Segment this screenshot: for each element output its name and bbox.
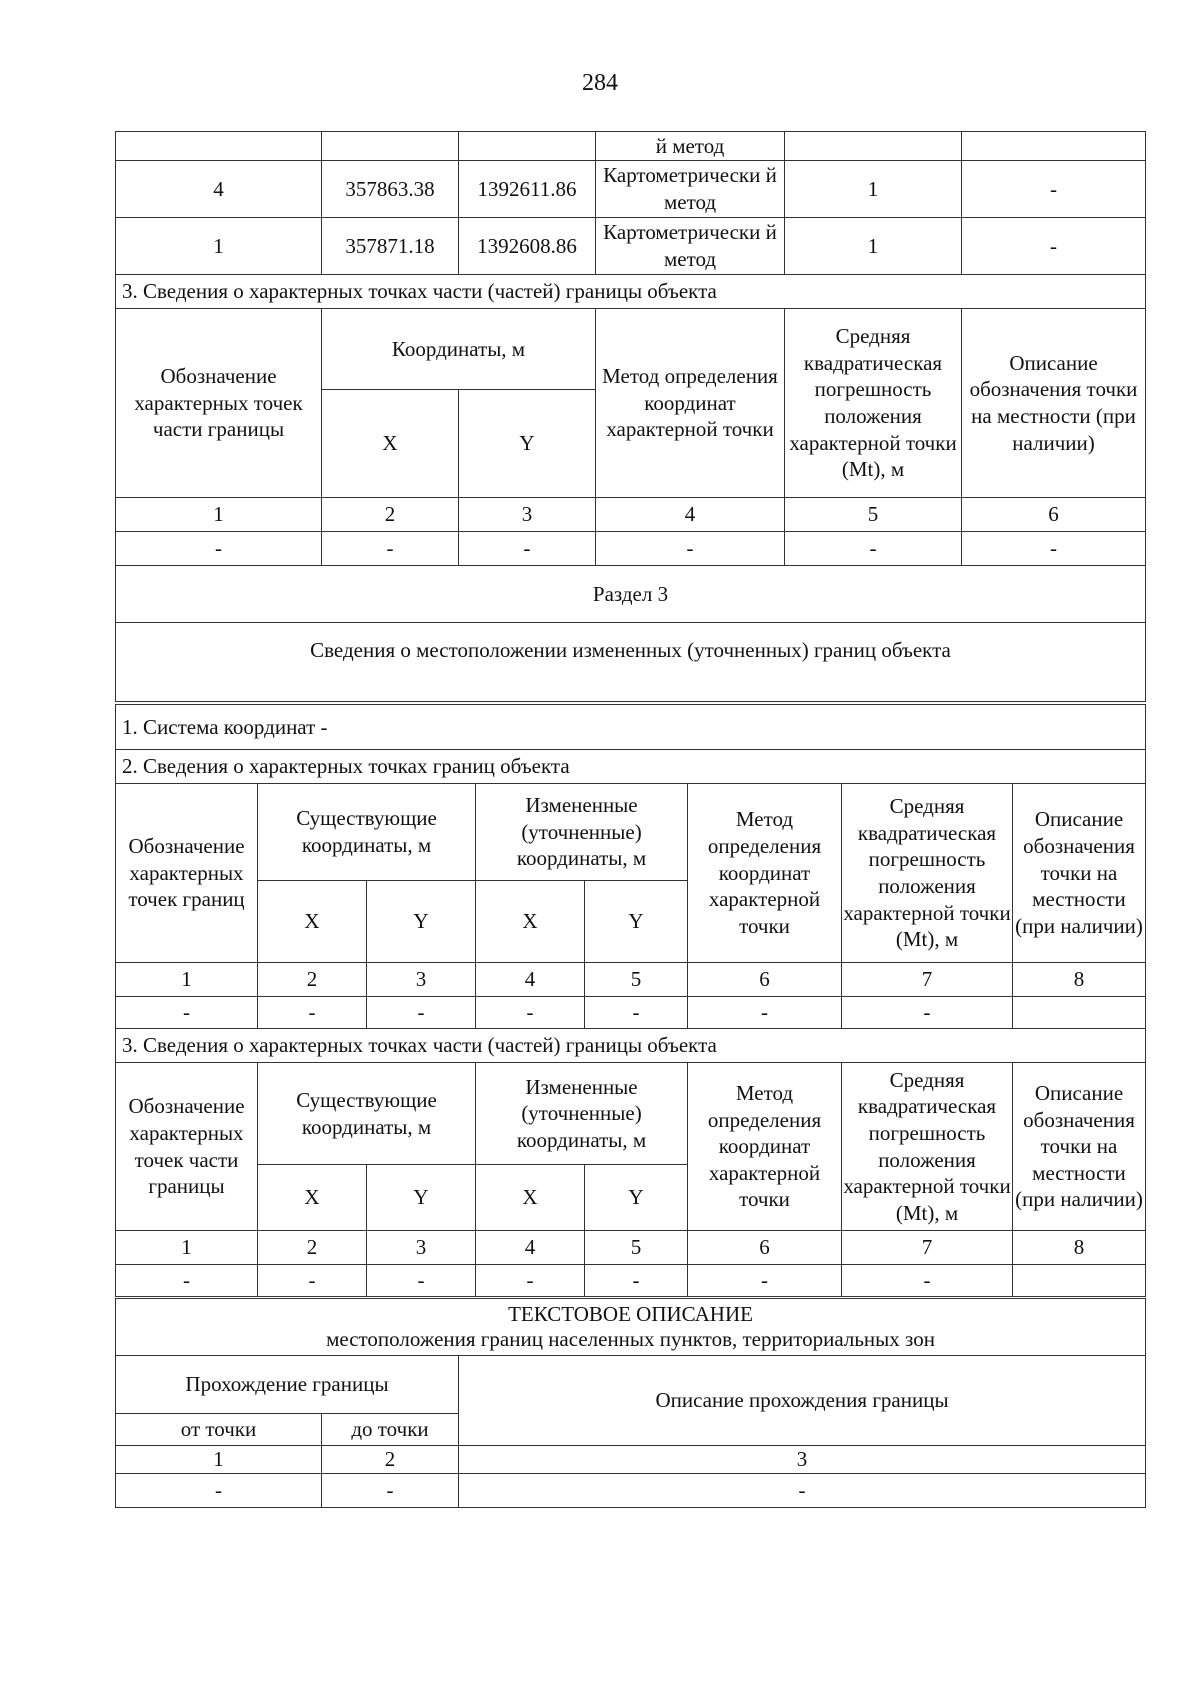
header-row bbox=[116, 1356, 1146, 1414]
header-y: Y bbox=[585, 881, 688, 963]
header-existing-coordinates: Существующие координаты, м bbox=[258, 784, 476, 881]
header-row bbox=[116, 784, 1146, 881]
cell bbox=[459, 132, 596, 161]
cell: - bbox=[688, 997, 842, 1029]
header-y: Y bbox=[585, 1165, 688, 1231]
header-row bbox=[116, 1063, 1146, 1165]
table-row bbox=[116, 161, 1146, 218]
section-label: Раздел 3 bbox=[116, 566, 1146, 623]
cell: 3 bbox=[459, 1446, 1146, 1474]
table-row bbox=[116, 1299, 1146, 1356]
text-description-table bbox=[115, 1298, 1146, 1508]
cell: - bbox=[116, 532, 322, 566]
table-row bbox=[116, 1029, 1146, 1063]
header-x: X bbox=[322, 390, 459, 498]
cell: 1 bbox=[116, 498, 322, 532]
section-title: Сведения о местоположении измененных (уточненных) границ объекта bbox=[116, 623, 1146, 702]
header-description: Описание обозначения точки на местности (при наличии) bbox=[1013, 1063, 1146, 1231]
cell: 1392608.86 bbox=[459, 218, 596, 275]
cell: й метод bbox=[596, 132, 785, 161]
cell: 357863.38 bbox=[322, 161, 459, 218]
cell: 3 bbox=[367, 1231, 476, 1265]
cell: 1 bbox=[116, 963, 258, 997]
header-x: X bbox=[476, 1165, 585, 1231]
header-designation: Обозначение характерных точек части границы bbox=[116, 1063, 258, 1231]
table-row bbox=[116, 1474, 1146, 1508]
cell bbox=[1013, 997, 1146, 1029]
cell: 5 bbox=[785, 498, 962, 532]
cell: 5 bbox=[585, 1231, 688, 1265]
table-row bbox=[116, 623, 1146, 702]
cell: - bbox=[459, 1474, 1146, 1508]
header-from-point: от точки bbox=[116, 1414, 322, 1446]
part-heading: 3. Сведения о характерных точках части (частей) границы объекта bbox=[116, 1029, 1146, 1063]
cell bbox=[116, 132, 322, 161]
table-row bbox=[116, 705, 1146, 750]
cell: - bbox=[322, 1474, 459, 1508]
cell: 4 bbox=[476, 1231, 585, 1265]
text-description-title: ТЕКСТОВОЕ ОПИСАНИЕ bbox=[508, 1301, 753, 1326]
cell: 1 bbox=[785, 161, 962, 218]
cell: 1 bbox=[116, 1446, 322, 1474]
header-method: Метод определения координат характерной точки bbox=[688, 1063, 842, 1231]
cell: 6 bbox=[688, 963, 842, 997]
table-row bbox=[116, 566, 1146, 623]
cell: - bbox=[258, 997, 367, 1029]
cell: - bbox=[367, 1265, 476, 1297]
header-y: Y bbox=[367, 1165, 476, 1231]
cell: 6 bbox=[962, 498, 1146, 532]
cell: - bbox=[116, 997, 258, 1029]
header-designation: Обозначение характерных точек границ bbox=[116, 784, 258, 963]
table-row bbox=[116, 218, 1146, 275]
table-row bbox=[116, 997, 1146, 1029]
cell: 4 bbox=[596, 498, 785, 532]
header-passage: Прохождение границы bbox=[116, 1356, 459, 1414]
cell: 2 bbox=[322, 498, 459, 532]
changed-boundaries-table bbox=[115, 704, 1146, 1297]
header-error: Средняя квадратическая погрешность положения характерной точки (Mt), м bbox=[842, 1063, 1013, 1231]
part-heading: 3. Сведения о характерных точках части (частей) границы объекта bbox=[116, 275, 1146, 309]
cell: 8 bbox=[1013, 1231, 1146, 1265]
cell: 4 bbox=[476, 963, 585, 997]
text-description-header bbox=[116, 1299, 1146, 1356]
cell: 4 bbox=[116, 161, 322, 218]
cell: - bbox=[459, 532, 596, 566]
cell: - bbox=[116, 1474, 322, 1508]
header-passage-description: Описание прохождения границы bbox=[459, 1356, 1146, 1446]
cell: 1 bbox=[116, 218, 322, 275]
header-method: Метод определения координат характерной точки bbox=[688, 784, 842, 963]
table-row bbox=[116, 1265, 1146, 1297]
cell: - bbox=[585, 1265, 688, 1297]
text-description-subtitle: местоположения границ населенных пунктов, территориальных зон bbox=[326, 1327, 935, 1351]
header-x: X bbox=[258, 881, 367, 963]
cell: 8 bbox=[1013, 963, 1146, 997]
cell: 2 bbox=[258, 963, 367, 997]
cell: Картометрически й метод bbox=[596, 161, 785, 218]
column-number-row bbox=[116, 498, 1146, 532]
header-coordinates: Координаты, м bbox=[322, 309, 596, 390]
table-row bbox=[116, 532, 1146, 566]
header-to-point: до точки bbox=[322, 1414, 459, 1446]
header-method: Метод определения координат характерной точки bbox=[596, 309, 785, 498]
table-row bbox=[116, 275, 1146, 309]
header-row bbox=[116, 309, 1146, 390]
header-description: Описание обозначения точки на местности (при наличии) bbox=[962, 309, 1146, 498]
header-error: Средняя квадратическая погрешность положения характерной точки (Mt), м bbox=[785, 309, 962, 498]
cell: - bbox=[962, 218, 1146, 275]
header-existing-coordinates: Существующие координаты, м bbox=[258, 1063, 476, 1165]
coordinate-system: 1. Система координат - bbox=[116, 705, 1146, 750]
header-designation: Обозначение характерных точек части границы bbox=[116, 309, 322, 498]
cell: - bbox=[116, 1265, 258, 1297]
header-changed-coordinates: Измененные (уточненные) координаты, м bbox=[476, 784, 688, 881]
header-x: X bbox=[476, 881, 585, 963]
cell: 1392611.86 bbox=[459, 161, 596, 218]
header-y: Y bbox=[367, 881, 476, 963]
cell: - bbox=[585, 997, 688, 1029]
cell: - bbox=[322, 532, 459, 566]
boundary-heading: 2. Сведения о характерных точках границ объекта bbox=[116, 750, 1146, 784]
cell: 357871.18 bbox=[322, 218, 459, 275]
cell: - bbox=[962, 161, 1146, 218]
cell: 1 bbox=[785, 218, 962, 275]
cell: 3 bbox=[367, 963, 476, 997]
table-row bbox=[116, 132, 1146, 161]
coordinates-table-continued bbox=[115, 131, 1146, 702]
cell bbox=[1013, 1265, 1146, 1297]
cell: 6 bbox=[688, 1231, 842, 1265]
cell: - bbox=[688, 1265, 842, 1297]
header-y: Y bbox=[459, 390, 596, 498]
column-number-row bbox=[116, 1446, 1146, 1474]
header-description: Описание обозначения точки на местности (при наличии) bbox=[1013, 784, 1146, 963]
cell: 3 bbox=[459, 498, 596, 532]
column-number-row bbox=[116, 963, 1146, 997]
header-x: X bbox=[258, 1165, 367, 1231]
cell bbox=[322, 132, 459, 161]
cell: 2 bbox=[258, 1231, 367, 1265]
cell: - bbox=[367, 997, 476, 1029]
cell bbox=[962, 132, 1146, 161]
cell: - bbox=[785, 532, 962, 566]
cell: 5 bbox=[585, 963, 688, 997]
table-row bbox=[116, 750, 1146, 784]
header-error: Средняя квадратическая погрешность положения характерной точки (Mt), м bbox=[842, 784, 1013, 963]
cell: 2 bbox=[322, 1446, 459, 1474]
page-number: 284 bbox=[582, 70, 618, 96]
cell: - bbox=[962, 532, 1146, 566]
cell: 1 bbox=[116, 1231, 258, 1265]
column-number-row bbox=[116, 1231, 1146, 1265]
cell: - bbox=[476, 1265, 585, 1297]
cell: - bbox=[842, 997, 1013, 1029]
cell: Картометрически й метод bbox=[596, 218, 785, 275]
cell: - bbox=[842, 1265, 1013, 1297]
cell: 7 bbox=[842, 1231, 1013, 1265]
cell: 7 bbox=[842, 963, 1013, 997]
cell: - bbox=[476, 997, 585, 1029]
cell: - bbox=[596, 532, 785, 566]
cell bbox=[785, 132, 962, 161]
header-changed-coordinates: Измененные (уточненные) координаты, м bbox=[476, 1063, 688, 1165]
cell: - bbox=[258, 1265, 367, 1297]
